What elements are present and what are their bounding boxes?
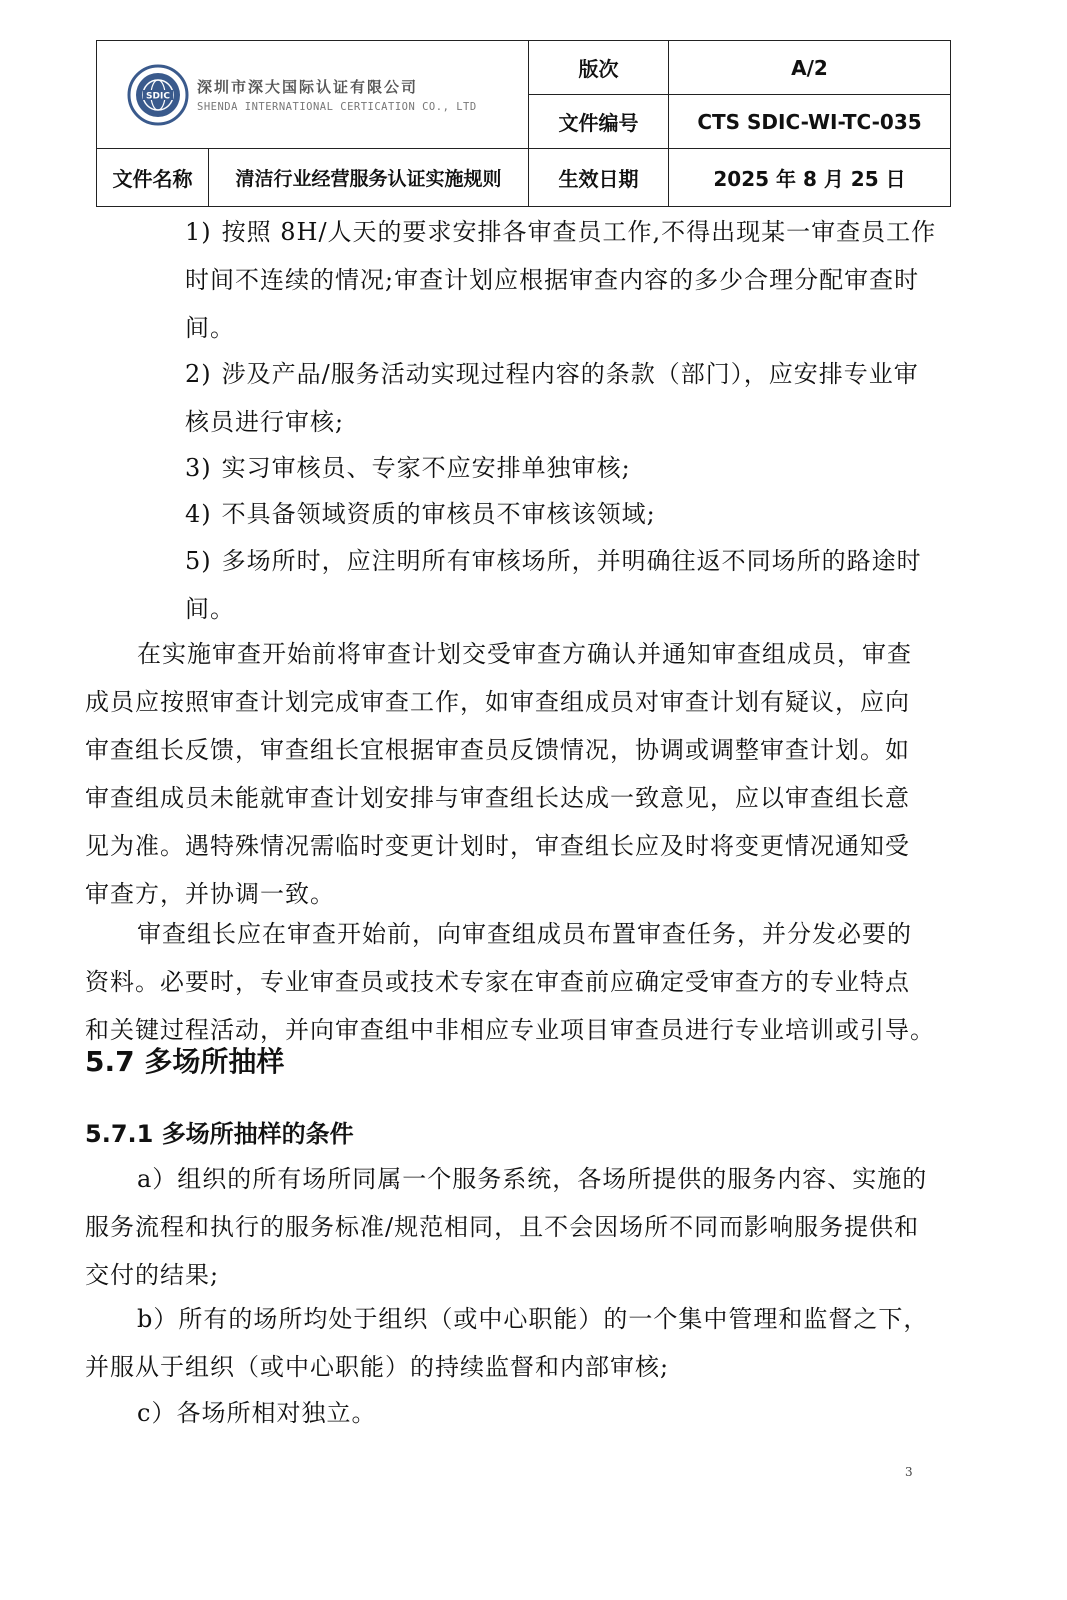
paragraph-task-assignment: 审查组长应在审查开始前，向审查组成员布置审查任务，并分发必要的 资料。必要时，专业审查员或技术专家在审查前应确定受审查方的专业特点 和关键过程活动，并向审查组中非相应专业项目审查员进行专业培训或引导。 (85, 920, 935, 1044)
company-name-en: SHENDA INTERNATIONAL CERTICATION CO., LTD (197, 101, 477, 113)
effective-date-label: 生效日期 (529, 149, 669, 207)
paragraph-plan-confirmation: 在实施审查开始前将审查计划交受审查方确认并通知审查组成员，审查 成员应按照审查计划完成审查工作，如审查组成员对审查计划有疑议，应向 审查组长反馈，审查组长宜根据审查员反馈情况，协调或调整审查计划。如 审查组成员未能就审查计划安排与审查组长达成一致意见，应以审查组长意 见为准。遇特殊情况需临时变更计划时，审查组长应及时将变更情况通知受 审查方，并协调一致。 (85, 640, 912, 908)
doc-number-value: CTS SDIC-WI-TC-035 (669, 95, 951, 149)
page-number: 3 (905, 1465, 913, 1479)
company-name-cn: 深圳市深大国际认证有限公司 (197, 78, 419, 96)
list-item: 1) 按照 8H/人天的要求安排各审查员工作,不得出现某一审查员工作 时间不连续的情况;审查计划应根据审查内容的多少合理分配审查时 间。 (185, 218, 937, 342)
list-item: 4) 不具备领域资质的审核员不审核该领域; (185, 500, 656, 528)
list-item: 2) 涉及产品/服务活动实现过程内容的条款（部门），应安排专业审 核员进行审核; (185, 360, 919, 436)
list-item: 3) 实习审核员、专家不应安排单独审核; (185, 454, 631, 482)
section-heading-5-7: 5.7 多场所抽样 (85, 1045, 285, 1078)
doc-name-value: 清洁行业经营服务认证实施规则 (209, 149, 529, 207)
condition-c: c）各场所相对独立。 (137, 1399, 377, 1427)
doc-name-label: 文件名称 (97, 149, 209, 207)
version-value: A/2 (669, 41, 951, 95)
document-header-table (96, 40, 951, 207)
doc-number-label: 文件编号 (529, 95, 669, 149)
list-item: 5) 多场所时，应注明所有审核场所，并明确往返不同场所的路途时 间。 (185, 547, 922, 623)
effective-date-value: 2025 年 8 月 25 日 (669, 149, 951, 207)
company-logo-cell (97, 41, 529, 149)
company-logo-icon (127, 64, 189, 126)
condition-b: b）所有的场所均处于组织（或中心职能）的一个集中管理和监督之下， 并服从于组织（或中心职能）的持续监督和内部审核; (85, 1305, 929, 1381)
condition-a: a）组织的所有场所同属一个服务系统，各场所提供的服务内容、实施的 服务流程和执行的服务标准/规范相同，且不会因场所不同而影响服务提供和 交付的结果; (85, 1165, 928, 1289)
version-label: 版次 (529, 41, 669, 95)
section-heading-5-7-1: 5.7.1 多场所抽样的条件 (85, 1120, 354, 1148)
svg-text:SDIC: SDIC (146, 91, 170, 101)
